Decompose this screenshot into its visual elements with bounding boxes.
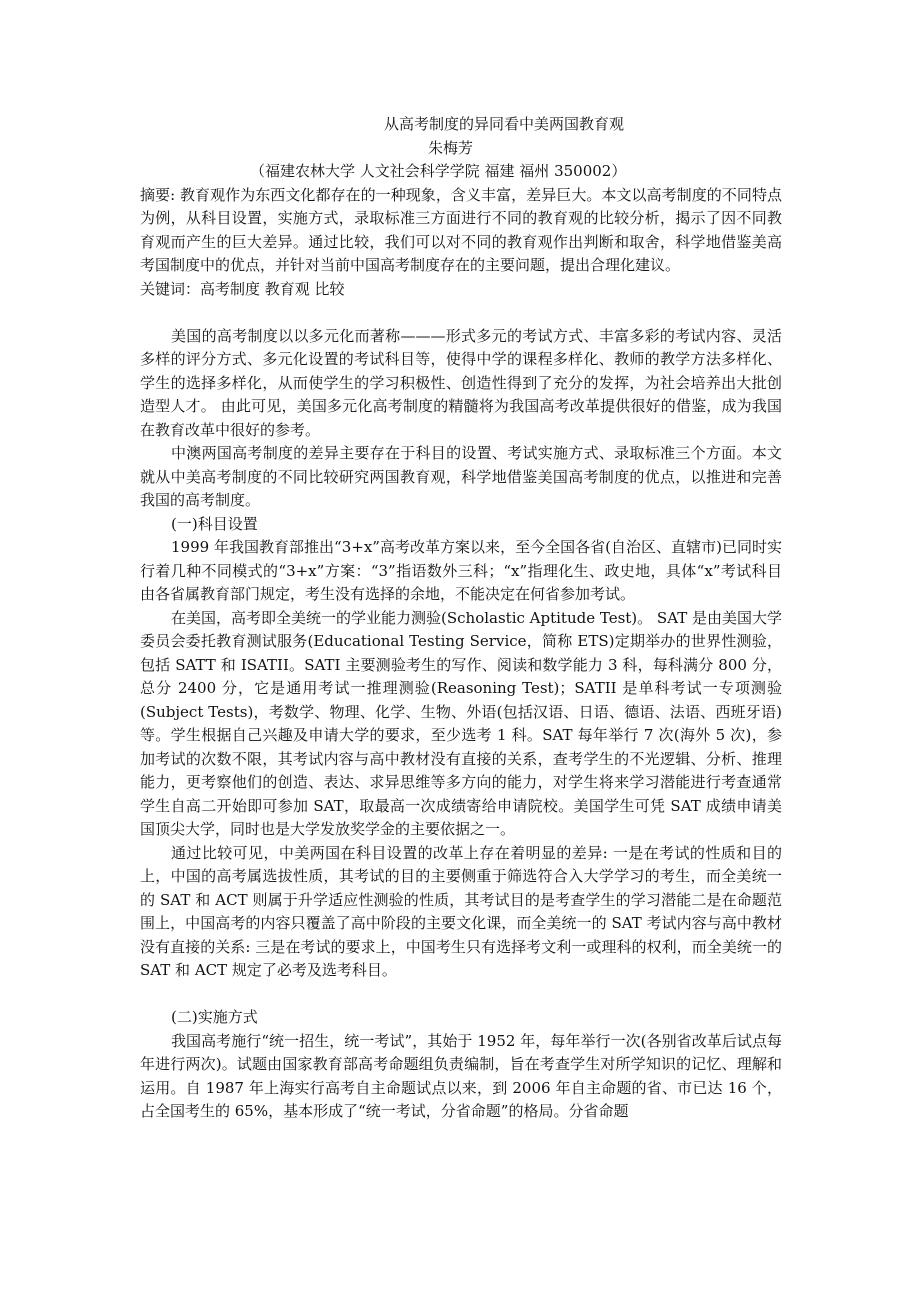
blank-line: [140, 301, 782, 325]
body-paragraph-3: 1999 年我国教育部推出“3+x”高考改革方案以来，至今全国各省(自治区、直辖市)已同时实行着几种不同模式的“3+x”方案：“3”指语数外三科；“x”指理化生、政史地，具体“x”考试科目由各省属教育部门规定，考生没有选择的余地，不能决定在何省参加考试。: [140, 538, 782, 603]
blank-line: [140, 983, 782, 1007]
body-paragraph-5: 通过比较可见，中美两国在科目设置的改革上存在着明显的差异: 一是在考试的性质和目的上，中国的高考属选拔性质，其考试的目的主要侧重于筛选符合入大学学习的考生，而全美统一的 SAT 和 ACT 则属于升学适应性测验的性质，其考试目的是考查学生的学习潜能二是在命题范围上，中国高考的内容只覆盖了高中阶段的主要文化课，而全美统一的 SAT 考试内容与高中教材没有直接的关系: 三是在考试的要求上，中国考生只有选择考文利一或理科的权利，而全美统一的 SAT 和 ACT 规定了必考及选考科目。: [140, 843, 782, 979]
section-heading-implementation: (二)实施方式: [171, 1008, 258, 1026]
keywords-line: 关键词：高考制度 教育观 比较: [140, 279, 345, 298]
document-title: 从高考制度的异同看中美两国教育观: [384, 115, 625, 133]
body-paragraph-2: 中澳两国高考制度的差异主要存在于科目的设置、考试实施方式、录取标准三个方面。本文就从中美高考制度的不同比较研究两国教育观，科学地借鉴美国高考制度的优点，以推进和完善我国的高考制度。: [140, 444, 782, 509]
body-paragraph-6: 我国高考施行“统一招生，统一考试”，其始于 1952 年，每年举行一次(各别省改革后试点每年进行两次)。试题由国家教育部高考命题组负责编制，旨在考查学生对所学知识的记忆、理解和运用。自 1987 年上海实行高考自主命题试点以来，到 2006 年自主命题的省、市已达 16 个，占全国考生的 65%，基本形成了“统一考试，分省命题”的格局。分省命题: [140, 1031, 782, 1120]
body-paragraph-1: 美国的高考制度以以多元化而著称———形式多元的考试方式、丰富多彩的考试内容、灵活多样的评分方式、多元化设置的考试科目等，使得中学的课程多样化、教师的教学方法多样化、学生的选择多样化，从而使学生的学习积极性、创造性得到了充分的发挥，为社会培养出大批创造型人才。 由此可见，美国多元化高考制度的精髓将为我国高考改革提供很好的借鉴，成为我国在教育改革中很好的参考。: [140, 326, 782, 439]
document-body: [140, 113, 782, 1124]
body-paragraph-4: 在美国，高考即全美统一的学业能力测验(Scholastic Aptitude Test)。 SAT 是由美国大学委员会委托教育测试服务(Educational Testing Service，简称 ETS)定期举办的世界性测验，包括 SATT 和 ISATII。SATI 主要测验考生的写作、阅读和数学能力 3 科，每科满分 800 分，总分 2400 分，它是通用考试一推理测验(Reasoning Test)；SATII 是单科考试一专项测验(Subject Tests)，考数学、物理、化学、生物、外语(包括汉语、日语、德语、法语、西班牙语)等。学生根据自己兴趣及申请大学的要求，至少选考 1 科。SAT 每年举行 7 次(海外 5 次)，参加考试的次数不限，其考试内容与高中教材没有直接的关系，查考学生的不光逻辑、分析、推理能力，更考察他们的创造、表达、求异思维等多方向的能力，对学生将来学习潜能进行考查通常学生自高二开始即可参加 SAT，取最高一次成绩寄给申请院校。美国学生可凭 SAT 成绩申请美国顶尖大学，同时也是大学发放奖学金的主要依据之一。: [140, 608, 782, 838]
section-heading-subjects: (一)科目设置: [171, 514, 258, 533]
abstract-paragraph: 摘要: 教育观作为东西文化都存在的一种现象，含义丰富，差异巨大。本文以高考制度的不同特点为例，从科目设置，实施方式，录取标准三方面进行不同的教育观的比较分析，揭示了因不同教育观而产生的巨大差异。通过比较，我们可以对不同的教育观作出判断和取舍，科学地借鉴美高考国制度中的优点，并针对当前中国高考制度存在的主要问题，提出合理化建议。: [140, 185, 782, 274]
author-affiliation: （福建农林大学 人文社会科学学院 福建 福州 350002）: [250, 162, 627, 180]
author-name: 朱梅芳: [428, 138, 474, 157]
